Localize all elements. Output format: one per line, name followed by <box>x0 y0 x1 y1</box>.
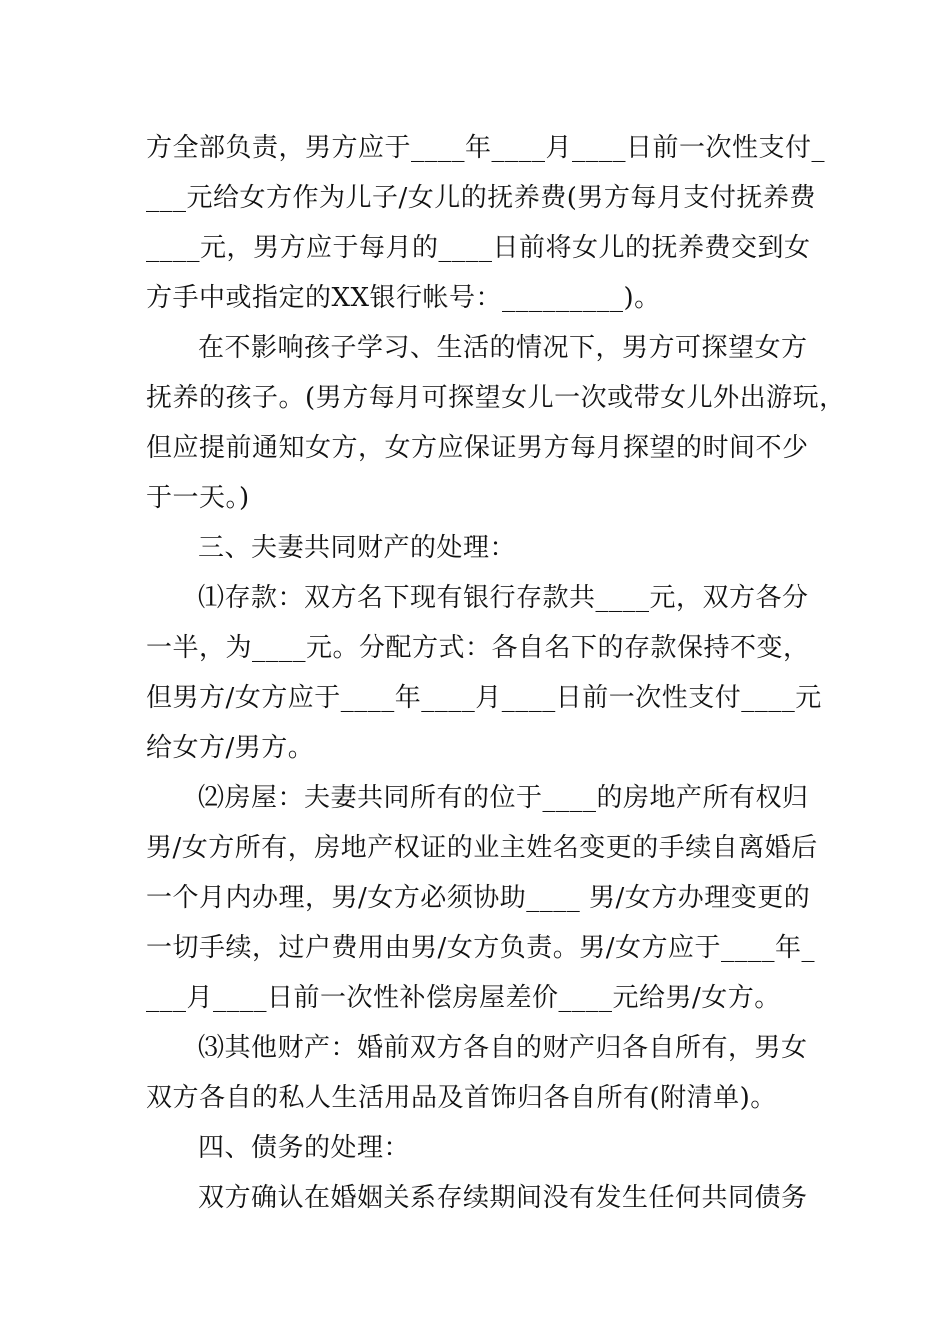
paragraph-start-line: ⑶其他财产：婚前双方各自的财产归各自所有，男女 <box>198 1033 808 1063</box>
paragraph-start-line: ⑴存款：双方名下现有银行存款共____元，双方各分 <box>198 583 809 613</box>
text-line: ___月____日前一次性补偿房屋差价____元给男/女方。 <box>146 983 781 1013</box>
paragraph-start-line: 在不影响孩子学习、生活的情况下，男方可探望女方 <box>198 333 808 363</box>
paragraph-start-line: 双方确认在婚姻关系存续期间没有发生任何共同债务 <box>198 1183 808 1213</box>
text-line: 于一天。) <box>146 483 250 513</box>
section-heading: 四、债务的处理： <box>198 1133 411 1163</box>
text-line: 一切手续，过户费用由男/女方负责。男/女方应于____年_ <box>146 933 816 963</box>
text-line: 一个月内办理，男/女方必须协助____ 男/女方办理变更的 <box>146 883 811 913</box>
section-heading: 三、夫妻共同财产的处理： <box>198 533 517 563</box>
text-line: 方全部负责，男方应于____年____月____日前一次性支付_ <box>146 133 826 163</box>
text-line: 双方各自的私人生活用品及首饰归各自所有(附清单)。 <box>146 1083 777 1113</box>
paragraph-start-line: ⑵房屋：夫妻共同所有的位于____的房地产所有权归 <box>198 783 809 813</box>
text-line: 但应提前通知女方，女方应保证男方每月探望的时间不少 <box>146 433 809 463</box>
text-line: ____元，男方应于每月的____日前将女儿的抚养费交到女 <box>146 233 811 263</box>
text-line: 抚养的孩子。(男方每月可探望女儿一次或带女儿外出游玩， <box>146 383 846 413</box>
text-line: 但男方/女方应于____年____月____日前一次性支付____元 <box>146 683 822 713</box>
text-line: 给女方/男方。 <box>146 733 315 763</box>
text-line: 方手中或指定的XX银行帐号：_________)。 <box>146 283 661 313</box>
text-line: 一半，为____元。分配方式：各自名下的存款保持不变， <box>146 633 810 663</box>
text-line: ___元给女方作为儿子/女儿的抚养费(男方每月支付抚养费 <box>146 183 816 213</box>
text-line: 男/女方所有，房地产权证的业主姓名变更的手续自离婚后 <box>146 833 818 863</box>
